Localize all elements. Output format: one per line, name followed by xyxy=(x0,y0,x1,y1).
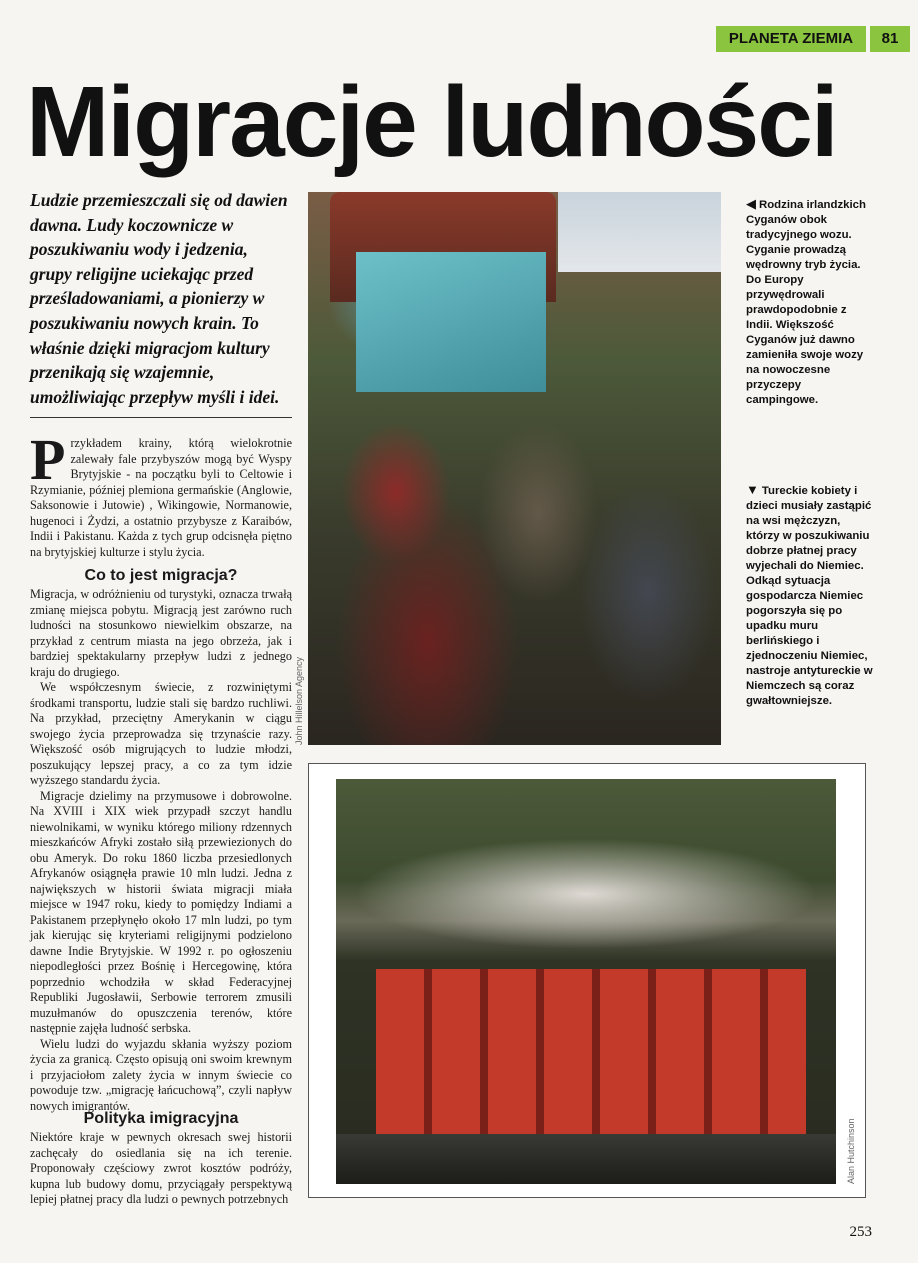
lead-divider xyxy=(30,417,292,418)
policy-paragraph: Niektóre kraje w pewnych okresach swej historii zachęcały do osiedlania się na ich terenie. Proponowały częściowy zwrot kosztów podróży, kupna lub budowy domu, przyciągały perspektywą lepiej płatnej pracy dla ludzi o pewnych potrzebnych xyxy=(30,1130,292,1206)
intro-block xyxy=(30,427,292,560)
section-number: 81 xyxy=(870,26,910,52)
page-title: Migracje ludności xyxy=(26,66,837,178)
page-number: 253 xyxy=(849,1224,872,1240)
down-arrow-icon: ▼ xyxy=(746,482,759,497)
intro-text: rzykładem krainy, którą wielokrotnie zalewały fale przybyszów mogą być Wyspy Brytyjskie - na początku byli to Celtowie i Rzymianie, później plemiona germańskie (Anglowie, Saksonowie i Jutowie) , Wikingowie, Normanowie, hugenoci i Żydzi, a ostatnio przybysze z Karaibów, Indii i Pakistanu. Każda z tych grup odcisnęła piętno na brytyjskiej kulturze i stylu życia. xyxy=(30,436,292,559)
section-tag: PLANETA ZIEMIA xyxy=(716,26,866,52)
intro-paragraph xyxy=(30,427,292,560)
drop-cap: P xyxy=(30,427,66,492)
truck-base-shape xyxy=(336,1134,836,1184)
section-heading-policy: Polityka imigracyjna xyxy=(83,1110,239,1127)
migration-paragraph-2: We współczesnym świecie, z rozwiniętymi środkami transportu, ludzie stali się bardzo ruchliwi. Na przykład, przeciętny Amerykanin w ciągu swojego życia przeprowadza się trzynaście razy. Większość osób migrujących to ludzie młodzi, poszukujący lepszej pracy, a co za tym idzie wyższego standardu życia. xyxy=(30,680,292,787)
gypsy-family-photo xyxy=(308,192,721,745)
sky-shape xyxy=(558,192,721,272)
truck-shape xyxy=(376,969,806,1139)
left-arrow-icon: ◀ xyxy=(746,196,756,211)
tarp-shape xyxy=(356,252,546,392)
caption-turkish xyxy=(746,482,876,709)
lead-paragraph: Ludzie przemieszczali się od dawien dawna. Ludy koczownicze w poszukiwaniu wody i jedzenia, grupy religijne uciekając przed prześladowaniami, a pionierzy w poszukiwaniu nowych krain. To właśnie dzięki migracjom kultury przenikają się wzajemnie, umożliwiając przepływ myśli i idei. xyxy=(30,190,288,407)
photo-credit-1: John Hillelson Agency xyxy=(294,656,304,745)
section-heading-migration: Co to jest migracja? xyxy=(84,567,238,584)
policy-body xyxy=(30,1130,292,1208)
migration-paragraph-1: Migracja, w odróżnieniu od turystyki, oznacza trwałą zmianę miejsca pobytu. Migracją jest zarówno ruch ludności na stosunkowo niewielkim obszarze, na przykład z centrum miasta na jego obrzeża, jak i bardziej spektakularny przepływ ludzi z jednego kraju do drugiego. xyxy=(30,587,292,679)
photo-credit-2: Alan Hutchinson xyxy=(846,1118,856,1184)
caption-turkish-text: Tureckie kobiety i dzieci musiały zastąpić na wsi mężczyzn, którzy w poszukiwaniu dobrze płatnej pracy wyjechali do Niemiec. Odkąd sytuacja gospodarcza Niemiec pogorszyła się po upadku muru berlińskiego i zjednoczeniu Niemiec, nastroje antytureckie w Niemczech są coraz gwałtowniejsze. xyxy=(746,485,873,707)
caption-gypsies-text: Rodzina irlandzkich Cyganów obok tradycyjnego wozu. Cyganie prowadzą wędrowny tryb życia. Do Europy przywędrowali prawdopodobnie z Indii. Większość Cyganów już dawno zamieniła swoje wozy na nowoczesne przyczepy campingowe. xyxy=(746,199,866,406)
migration-body xyxy=(30,587,292,1114)
migration-paragraph-3: Migracje dzielimy na przymusowe i dobrowolne. Na XVIII i XIX wiek przypadł szczyt handlu niewolnikami, w wyniku którego miliony rdzennych mieszkańców Afryki zostało siłą przewiezionych do obu Ameryk. Do roku 1860 liczba przesiedlonych Afrykanów osiągnęła prawie 10 mln ludzi. Jedna z największych w historii świata migracji miała miejsce w 1947 roku, kiedy to pomiędzy Indiami a Pakistanem przepłynęło około 17 mln ludzi, po tym jak kierując się kryteriami religijnymi podzielono dawne Indie Brytyjskie. W 1992 r. po ogłoszeniu niepodległości przez Bośnię i Hercegowinę, która poprzednio wchodziła w skład Federacyjnej Republiki Jugosławii, Serbowie terrorem zmusili muzułmanów do opuszczenia terenów, które następnie zajęła ludność serbska. xyxy=(30,788,292,1035)
turkish-women-photo xyxy=(336,779,836,1184)
migration-paragraph-4: Wielu ludzi do wyjazdu skłania wyższy poziom życia za granicą. Często opisują oni swoim krewnym i przyjaciołom zalety życia w innym świecie co powoduje tzw. „migrację łańcuchową”, czyli napływ nowych imigrantów. xyxy=(30,1036,292,1113)
caption-gypsies xyxy=(746,196,876,408)
